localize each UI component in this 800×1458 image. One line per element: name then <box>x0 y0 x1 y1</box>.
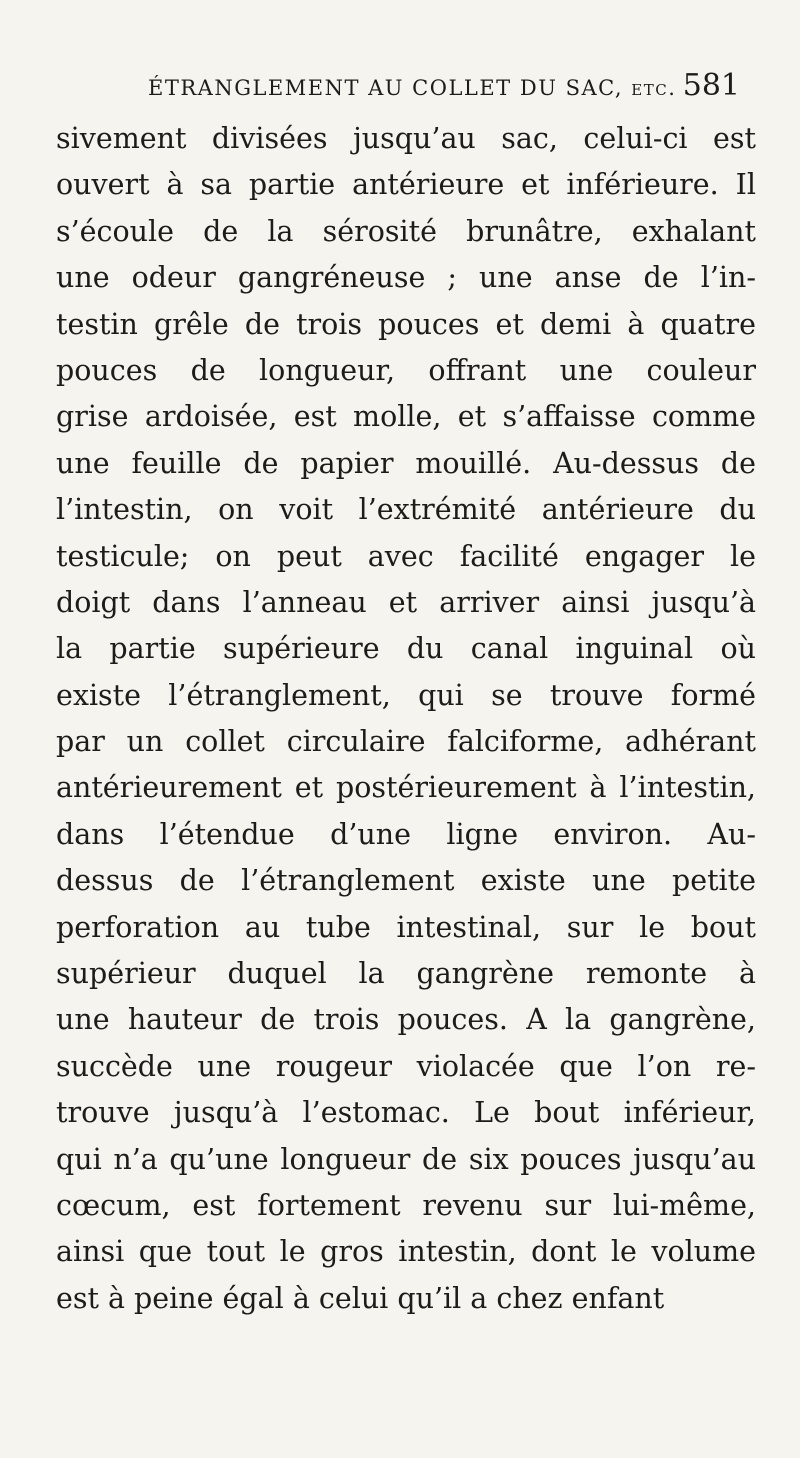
text-line: trouve jusqu’à l’estomac. Le bout inférieur, <box>56 1096 756 1130</box>
text-line: existe l’étranglement, qui se trouve formé <box>56 678 756 712</box>
text-line: testin grêle de trois pouces et demi à quatre <box>56 307 756 341</box>
text-line: grise ardoisée, est molle, et s’affaisse comme <box>56 400 756 434</box>
text-line: ainsi que tout le gros intestin, dont le volume <box>56 1235 756 1269</box>
body-text <box>56 116 756 1322</box>
text-line: supérieur duquel la gangrène remonte à <box>56 957 756 991</box>
text-line: par un collet circulaire falciforme, adhérant <box>56 725 756 759</box>
text-line: une odeur gangréneuse ; une anse de l’in- <box>56 261 756 295</box>
text-line: une feuille de papier mouillé. Au-dessus de <box>56 446 756 480</box>
text-line: pouces de longueur, offrant une couleur <box>56 353 756 387</box>
text-line: est à peine égal à celui qu’il a chez enfant <box>56 1281 665 1315</box>
text-line: qui n’a qu’une longueur de six pouces jusqu’au <box>56 1142 756 1176</box>
text-line: succède une rougeur violacée que l’on re- <box>56 1049 756 1083</box>
text-line: s’écoule de la sérosité brunâtre, exhalant <box>56 214 756 248</box>
text-line: antérieurement et postérieurement à l’intestin, <box>56 771 756 805</box>
text-line: testicule; on peut avec facilité engager le <box>56 539 756 573</box>
text-line: ouvert à sa partie antérieure et inférieure. Il <box>56 168 756 202</box>
page-number: 581 <box>682 68 740 103</box>
running-title: ÉTRANGLEMENT AU COLLET DU SAC, etc. <box>148 76 677 100</box>
text-line: sivement divisées jusqu’au sac, celui-ci est <box>56 122 756 155</box>
running-head <box>0 68 800 108</box>
text-line: cœcum, est fortement revenu sur lui-même, <box>56 1188 756 1222</box>
text-line: doigt dans l’anneau et arriver ainsi jusqu’à <box>56 585 756 619</box>
text-line: une hauteur de trois pouces. A la gangrène, <box>56 1003 756 1037</box>
text-line: dans l’étendue d’une ligne environ. Au- <box>56 817 756 851</box>
text-line: la partie supérieure du canal inguinal où <box>56 632 756 666</box>
text-line: l’intestin, on voit l’extrémité antérieure du <box>56 493 756 527</box>
text-line: dessus de l’étranglement existe une petite <box>56 864 756 898</box>
text-line: perforation au tube intestinal, sur le bout <box>56 910 756 944</box>
